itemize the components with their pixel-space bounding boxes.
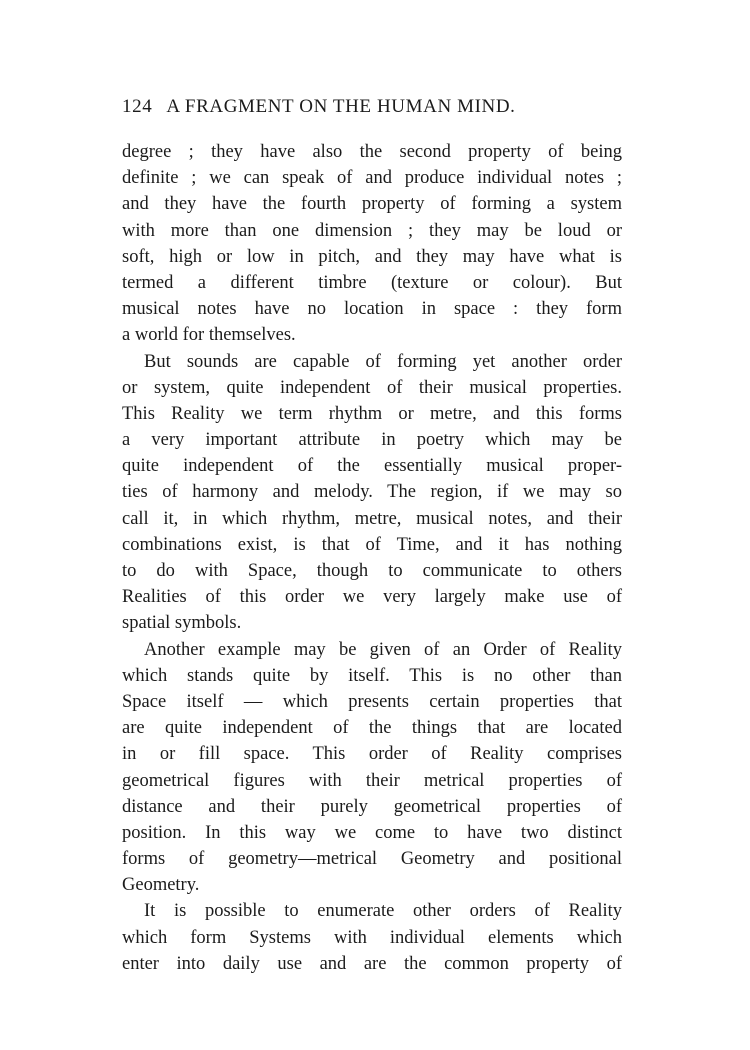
text-line: geometrical figures with their metrical properties of bbox=[122, 770, 622, 791]
text-line: degree ; they have also the second property of being bbox=[122, 142, 622, 162]
text-line: are quite independent of the things that are located bbox=[122, 718, 622, 739]
text-line: enter into daily use and are the common property of bbox=[122, 953, 622, 974]
paragraph bbox=[122, 139, 622, 349]
text-line: definite ; we can speak of and produce individual notes ; bbox=[122, 168, 622, 189]
text-line: which stands quite by itself. This is no other than bbox=[122, 665, 622, 686]
paragraph bbox=[122, 637, 622, 899]
text-line: a world for themselves. bbox=[122, 325, 296, 346]
body-text bbox=[122, 139, 622, 977]
text-line: to do with Space, though to communicate to others bbox=[122, 561, 622, 581]
running-head: A FRAGMENT ON THE HUMAN MIND. bbox=[166, 96, 516, 117]
text-line: which form Systems with individual elements which bbox=[122, 927, 622, 948]
text-line: Geometry. bbox=[122, 875, 200, 896]
paragraph bbox=[122, 349, 622, 637]
text-line: This Reality we term rhythm or metre, and this forms bbox=[122, 403, 622, 424]
text-line: in or fill space. This order of Reality comprises bbox=[122, 744, 622, 765]
page-header bbox=[122, 96, 630, 118]
text-line: a very important attribute in poetry which may be bbox=[122, 430, 622, 451]
text-line: or system, quite independent of their musical properties. bbox=[122, 377, 622, 398]
text-line: But sounds are capable of forming yet another order bbox=[144, 351, 622, 372]
text-line: position. In this way we come to have two distinct bbox=[122, 822, 622, 843]
text-line: Realities of this order we very largely make use of bbox=[122, 587, 622, 608]
text-line: soft, high or low in pitch, and they may have what is bbox=[122, 246, 622, 267]
text-line: and they have the fourth property of forming a system bbox=[122, 194, 622, 215]
text-line: distance and their purely geometrical properties of bbox=[122, 796, 622, 817]
text-line: Space itself — which presents certain properties that bbox=[122, 691, 622, 712]
text-line: forms of geometry—metrical Geometry and positional bbox=[122, 849, 622, 870]
text-line: termed a different timbre (texture or colour). But bbox=[122, 272, 622, 293]
text-line: musical notes have no location in space : they form bbox=[122, 299, 622, 320]
paragraph bbox=[122, 898, 622, 977]
text-line: combinations exist, is that of Time, and it has nothing bbox=[122, 534, 622, 555]
text-line: call it, in which rhythm, metre, musical notes, and their bbox=[122, 508, 622, 529]
text-line: ties of harmony and melody. The region, if we may so bbox=[122, 482, 622, 503]
text-line: Another example may be given of an Order of Reality bbox=[144, 639, 622, 660]
text-line: quite independent of the essentially musical proper- bbox=[122, 456, 622, 477]
text-line: spatial symbols. bbox=[122, 613, 242, 634]
page-number: 124 bbox=[122, 96, 153, 117]
text-line: It is possible to enumerate other orders of Reality bbox=[144, 901, 622, 922]
text-line: with more than one dimension ; they may be loud or bbox=[122, 220, 622, 241]
